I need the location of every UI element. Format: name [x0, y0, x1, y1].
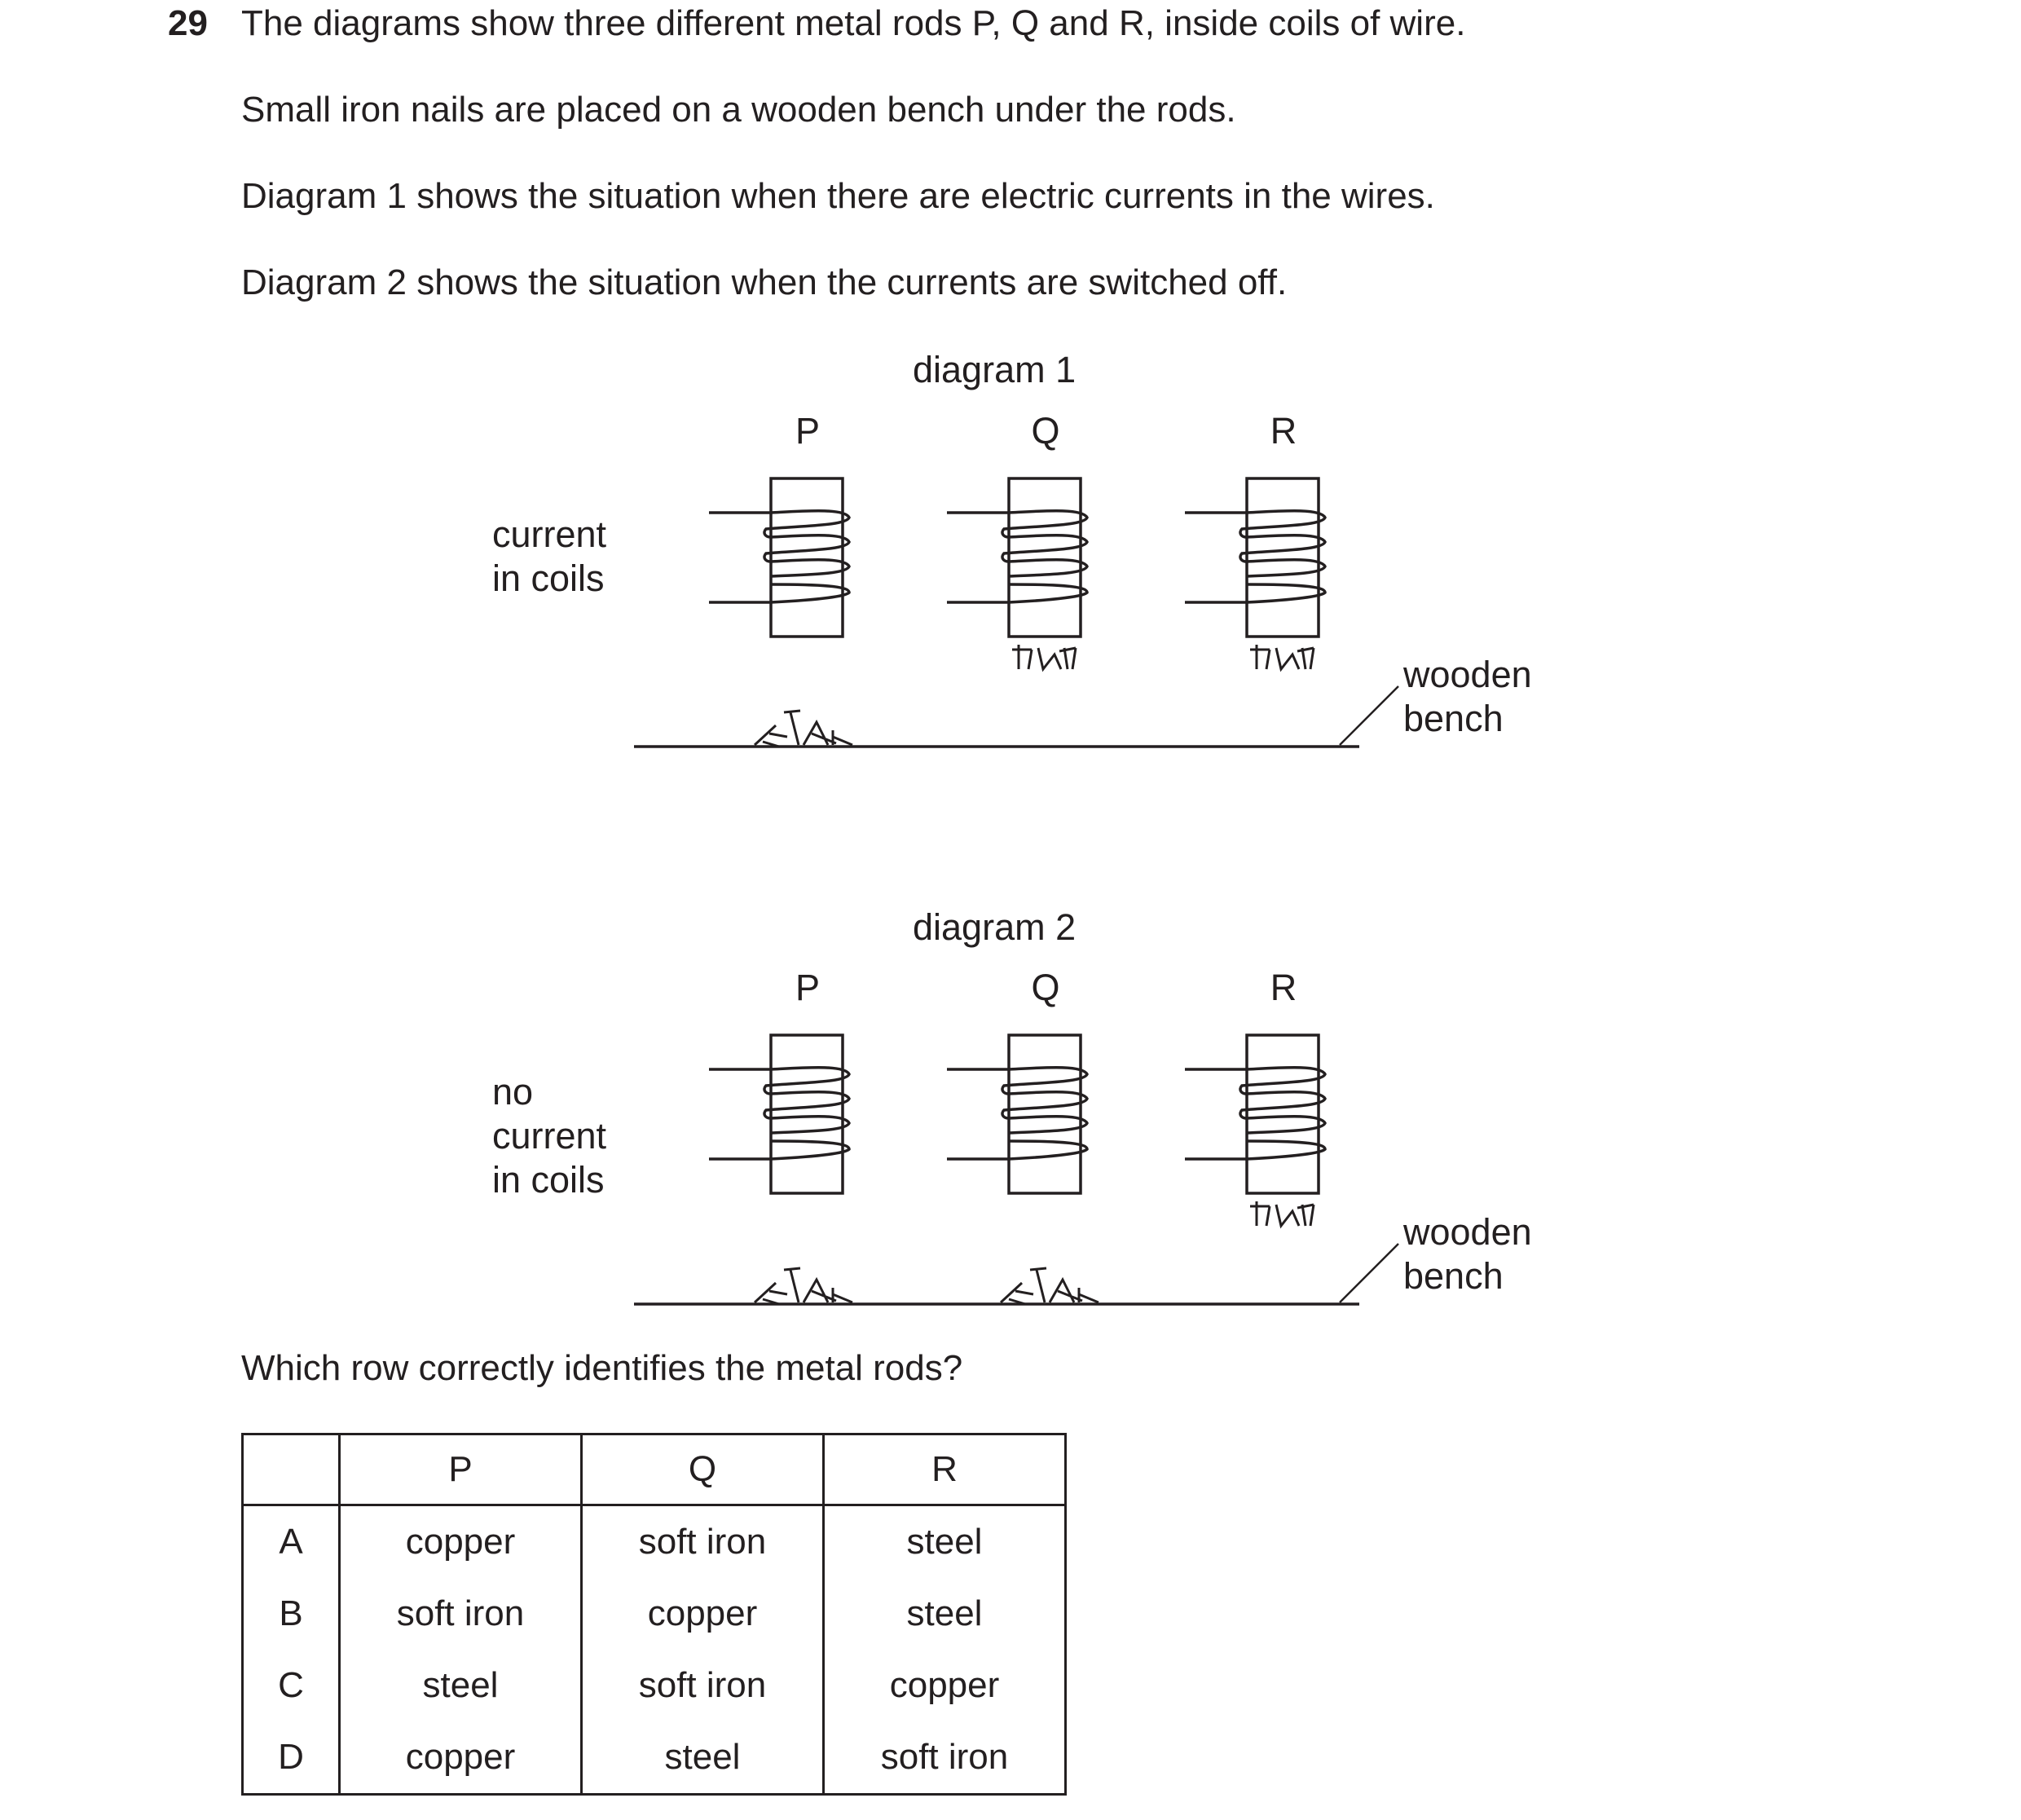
cell-q: steel	[582, 1721, 824, 1795]
diagram1-rod-label-q: Q	[1031, 410, 1060, 452]
diagram2-side-label-1: no	[492, 1071, 534, 1113]
diagram1-nails-q	[1012, 645, 1076, 669]
diagram2-side-label-2: current	[492, 1115, 607, 1157]
question-line-1: The diagrams show three different metal rods P, Q and R, inside coils of wire.	[241, 3, 1466, 43]
cell-r: soft iron	[880, 1737, 1009, 1777]
cell-q: copper	[582, 1578, 824, 1650]
diagram2-bench-pointer	[1340, 1244, 1398, 1302]
diagram1-title: diagram 1	[913, 349, 1077, 390]
table-header-r: R	[824, 1434, 1066, 1505]
cell-p: copper	[340, 1505, 582, 1579]
diagram2-side-label-3: in coils	[492, 1159, 605, 1201]
diagram2-bench-label-1: wooden	[1403, 1211, 1532, 1253]
question-line-2: Small iron nails are placed on a wooden bench under the rods.	[241, 90, 1236, 130]
cell-p: steel	[340, 1650, 582, 1721]
row-key: B	[243, 1578, 340, 1650]
diagram1-bench-pointer	[1340, 686, 1398, 745]
cell-r: steel	[906, 1522, 983, 1562]
answer-table	[241, 1433, 1067, 1796]
cell-q: soft iron	[582, 1505, 824, 1579]
table-header-key	[243, 1434, 340, 1505]
diagram2-rod-label-q: Q	[1031, 967, 1060, 1008]
diagram1-coil-p	[709, 478, 849, 637]
question-line-4: Diagram 2 shows the situation when the currents are switched off.	[241, 262, 1288, 302]
diagram2-rod-label-p: P	[795, 967, 820, 1008]
cell-r: steel	[906, 1593, 983, 1633]
diagram1-nails-p-bench	[755, 711, 852, 747]
diagram2-bench-label-2: bench	[1403, 1255, 1504, 1297]
diagram2-nails-r	[1250, 1201, 1314, 1226]
diagram1-bench-label-2: bench	[1403, 698, 1504, 739]
cell-p: copper	[340, 1721, 582, 1795]
diagram1-rod-label-r: R	[1270, 410, 1297, 452]
table-header-q: Q	[582, 1434, 824, 1505]
table-row	[243, 1650, 1066, 1721]
table-row	[243, 1578, 1066, 1650]
diagram2-rod-label-r: R	[1270, 967, 1297, 1008]
diagram1-coil-r	[1185, 478, 1325, 637]
diagram1-bench-label-1: wooden	[1403, 654, 1532, 695]
diagram2-nails-q-bench	[1001, 1268, 1099, 1304]
cell-q: soft iron	[582, 1650, 824, 1721]
diagram1-nails-r	[1250, 645, 1314, 669]
diagram2-coil-q	[947, 1035, 1087, 1193]
row-key: A	[243, 1505, 340, 1579]
question-prompt: Which row correctly identifies the metal rods?	[241, 1348, 963, 1388]
question-line-3: Diagram 1 shows the situation when there are electric currents in the wires.	[241, 176, 1435, 216]
row-key: C	[243, 1650, 340, 1721]
table-row	[243, 1721, 1066, 1795]
diagram1-side-label-1: current	[492, 513, 607, 555]
diagram2-title: diagram 2	[913, 906, 1077, 948]
table-header-row	[243, 1434, 1066, 1505]
table-header-p: P	[340, 1434, 582, 1505]
diagram2-nails-p-bench	[755, 1268, 852, 1304]
diagram2-coil-p	[709, 1035, 849, 1193]
diagram1-coil-q	[947, 478, 1087, 637]
table-row	[243, 1505, 1066, 1579]
cell-p: soft iron	[340, 1578, 582, 1650]
row-key: D	[243, 1721, 340, 1795]
diagram1-side-label-2: in coils	[492, 557, 605, 599]
cell-r: copper	[889, 1665, 1000, 1705]
diagram2-coil-r	[1185, 1035, 1325, 1193]
question-number: 29	[168, 3, 208, 43]
diagram1-rod-label-p: P	[795, 410, 820, 452]
